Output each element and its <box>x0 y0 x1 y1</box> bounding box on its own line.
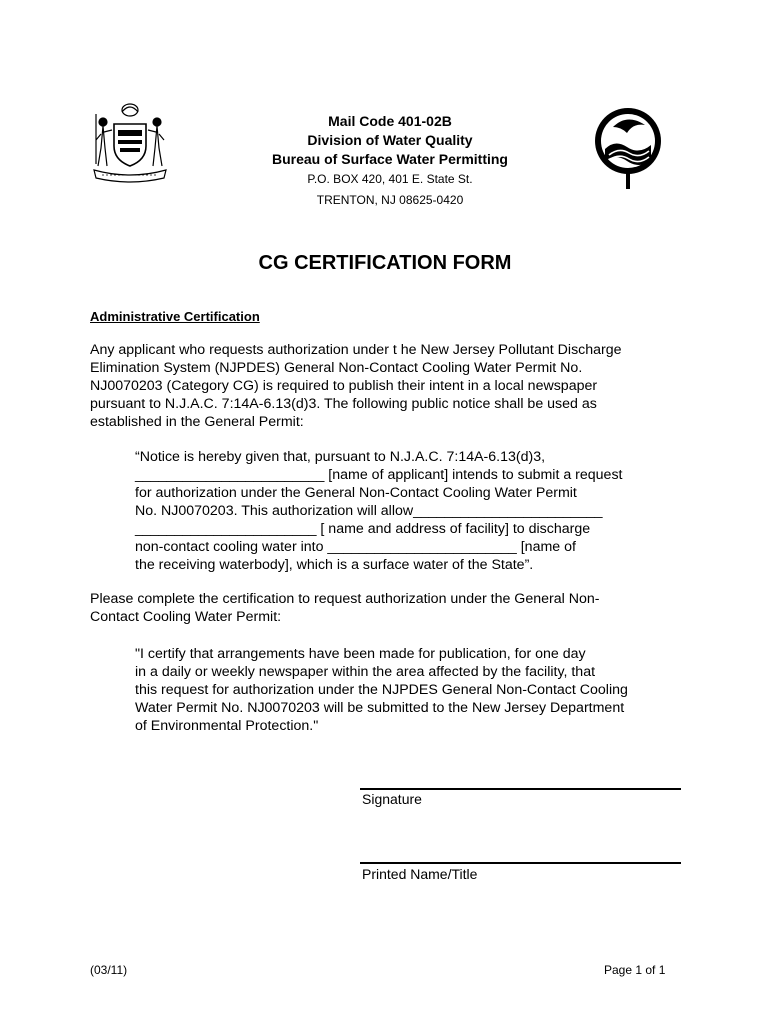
intro-line: pursuant to N.J.A.C. 7:14A-6.13(d)3. The following public notice shall be used as <box>90 396 597 412</box>
public-notice <box>135 448 680 574</box>
intro-line: Elimination System (NJPDES) General Non-Contact Cooling Water Permit No. <box>90 360 583 376</box>
certification-line: in a daily or weekly newspaper within the area affected by the facility, that <box>135 664 596 680</box>
certification-line: Water Permit No. NJ0070203 will be submitted to the New Jersey Department <box>135 700 625 716</box>
nj-state-seal-icon <box>90 100 170 184</box>
instruction-paragraph <box>90 590 680 626</box>
footer-page-number: Page 1 of 1 <box>604 963 666 977</box>
notice-line: ________________________ [name of applicant] intends to submit a request <box>135 467 623 483</box>
section-heading: Administrative Certification <box>90 309 260 324</box>
printed-name-field[interactable] <box>360 862 681 864</box>
division-name: Division of Water Quality <box>307 132 473 148</box>
form-title: CG CERTIFICATION FORM <box>258 252 512 274</box>
mail-code: Mail Code 401-02B <box>328 113 452 129</box>
notice-line: for authorization under the General Non-Contact Cooling Water Permit <box>135 485 577 501</box>
printed-name-label: Printed Name/Title <box>362 866 478 882</box>
intro-line: Any applicant who requests authorization under t he New Jersey Pollutant Discharge <box>90 342 622 358</box>
intro-line: established in the General Permit: <box>90 414 304 430</box>
instruction-line: Please complete the certification to request authorization under the General Non- <box>90 591 600 607</box>
notice-line: _______________________ [ name and address of facility] to discharge <box>135 521 591 537</box>
po-box-address: P.O. BOX 420, 401 E. State St. <box>307 172 473 186</box>
notice-line: the receiving waterbody], which is a surface water of the State”. <box>135 557 534 573</box>
certification-line: of Environmental Protection." <box>135 718 319 734</box>
instruction-line: Contact Cooling Water Permit: <box>90 609 282 625</box>
nj-dep-logo-icon <box>593 103 663 189</box>
city-address: TRENTON, NJ 08625-0420 <box>316 193 464 207</box>
notice-line: non-contact cooling water into ________________________ [name of <box>135 539 576 555</box>
intro-line: NJ0070203 (Category CG) is required to publish their intent in a local newspaper <box>90 378 598 394</box>
notice-line: No. NJ0070203. This authorization will allow________________________ <box>135 503 603 519</box>
signature-label: Signature <box>362 791 422 807</box>
certification-line: "I certify that arrangements have been made for publication, for one day <box>135 646 586 662</box>
notice-line: “Notice is hereby given that, pursuant to N.J.A.C. 7:14A-6.13(d)3, <box>135 449 546 465</box>
intro-paragraph <box>90 341 680 431</box>
bureau-name: Bureau of Surface Water Permitting <box>272 151 508 167</box>
signature-field[interactable] <box>360 788 681 790</box>
certification-statement <box>135 645 680 735</box>
certification-line: this request for authorization under the NJPDES General Non-Contact Cooling <box>135 682 628 698</box>
footer-date-code: (03/11) <box>90 963 128 977</box>
